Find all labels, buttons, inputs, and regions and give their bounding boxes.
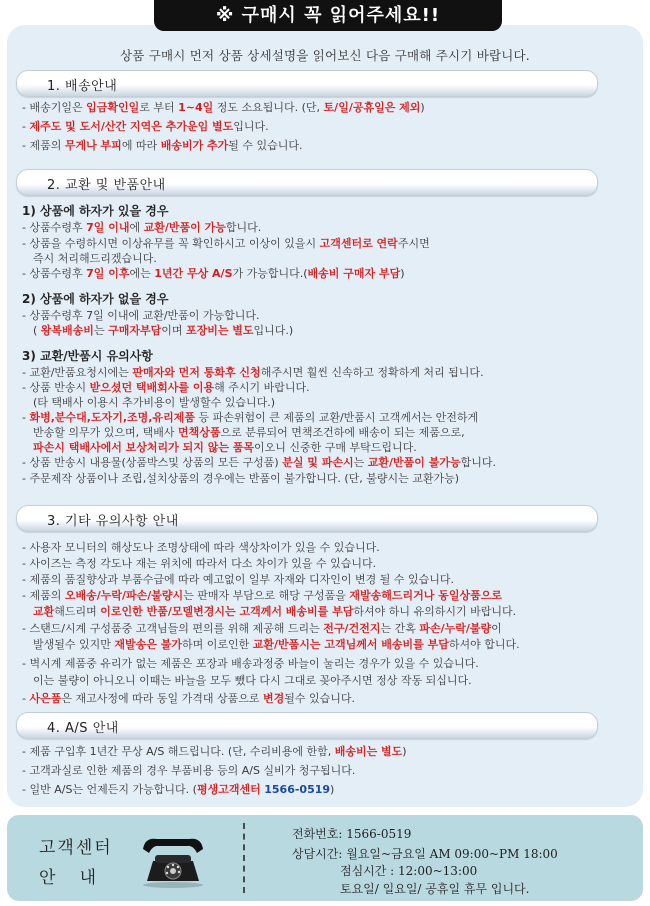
text-segment: ) — [400, 267, 405, 280]
text-segment: - 배송기일은 — [22, 101, 87, 114]
as-line-2: - 고객과실로 인한 제품의 경우 부품비용 등의 A/S 실비가 청구됩니다. — [22, 764, 356, 777]
return-line-2 — [22, 380, 642, 395]
text-segment: 반송할 의무가 있으며, 택배사 — [33, 426, 178, 439]
text-segment: 는 — [93, 324, 109, 337]
as-line-1 — [22, 744, 642, 759]
customer-center-label-line1: 고객센터 — [39, 838, 113, 858]
text-segment: ) — [420, 101, 425, 114]
text-segment: ( — [33, 324, 41, 337]
text-segment: 에는 — [129, 267, 155, 280]
intro-text: 상품 구매시 먼저 상품 상세설명을 읽어보신 다음 구매해 주시기 바랍니다. — [120, 48, 530, 63]
text-segment: 는 간혹 — [380, 622, 420, 635]
text-segment: 될 수 있습니다. — [228, 139, 303, 152]
text-segment: 입니다.) — [253, 324, 294, 337]
highlight-text: 파손/누락/불량 — [419, 622, 492, 635]
consult-hours: 상담시간: 월요일~금요일 AM 09:00~PM 18:00 — [292, 847, 558, 861]
highlight-text: 무게나 부피 — [64, 139, 122, 152]
highlight-text: 입금확인일 — [86, 101, 140, 114]
etc-line-4 — [22, 588, 642, 603]
text-segment: 에 — [129, 221, 144, 234]
subheading-not-defective: 2) 상품에 하자가 없을 경우 — [22, 292, 169, 306]
highlight-text: 교환 — [33, 605, 55, 618]
text-segment: - — [22, 411, 30, 424]
highlight-text: 배송비는 별도 — [334, 745, 403, 758]
return-line-4 — [22, 410, 642, 425]
section-2-title: 2. 교환 및 반품안내 — [47, 178, 166, 193]
highlight-text: 오배송/누락/파손/불량시 — [64, 589, 184, 602]
lunch-hours: 점심시간 : 12:00~13:00 — [340, 864, 478, 878]
text-segment: - 제품의 — [22, 589, 65, 602]
rotary-phone-icon — [137, 831, 209, 889]
return-line-5 — [33, 425, 650, 440]
highlight-text: 사은품 — [29, 692, 62, 705]
etc-line-8: - 벽시계 제품중 유리가 없는 제품은 포장과 배송과정중 바늘이 눌리는 경우가 있을 수 있습니다. — [22, 657, 479, 670]
etc-line-7 — [33, 637, 650, 652]
section-1-header — [16, 70, 598, 97]
defective-line-1 — [22, 220, 642, 235]
subheading-defective: 1) 상품에 하자가 있을 경우 — [22, 204, 169, 218]
etc-line-5 — [33, 604, 650, 619]
etc-line-2: - 사이즈는 측정 각도나 재는 위치에 따라서 다소 차이가 있을 수 있습니다. — [22, 557, 377, 570]
text-segment: 등 파손위험이 큰 제품의 교환/반품시 고객께서는 안전하게 — [194, 411, 479, 424]
customer-center-footer — [7, 815, 643, 901]
text-segment: 이오니 신중한 구매 부탁드립니다. — [254, 441, 417, 454]
section-1-title: 1. 배송안내 — [47, 79, 118, 94]
closed-days: 토요일/ 일요일/ 공휴일 휴무 입니다. — [340, 882, 530, 896]
customer-center-label-line2: 안 내 — [39, 868, 99, 888]
highlight-text: 평생고객센터 — [196, 783, 261, 796]
text-segment: 해드리며 — [54, 605, 101, 618]
text-segment: 주시면 — [397, 237, 430, 250]
phone-number: 전화번호: 1566-0519 — [292, 827, 412, 841]
text-segment: 하셔야 합니다. — [448, 638, 520, 651]
text-segment: - — [22, 692, 30, 705]
text-segment: - 교환/반품요청시에는 — [22, 366, 133, 379]
highlight-text: 교환/반품시는 고객님께서 배송비를 부담 — [252, 638, 449, 651]
text-segment: - 일반 A/S는 언제든지 가능합니다. ( — [22, 783, 197, 796]
nondefective-line-2 — [33, 323, 650, 338]
footer-divider — [243, 823, 245, 893]
text-segment: 합니다. — [460, 456, 496, 469]
highlight-text: 1~4일 — [178, 101, 214, 114]
text-segment: 이 — [491, 622, 502, 635]
text-segment: 이며 — [161, 324, 186, 337]
text-segment: 는 판매자 부담으로 해당 구성품을 — [183, 589, 350, 602]
highlight-text: 분실 및 파손시 — [282, 456, 354, 469]
text-segment: 는 — [353, 456, 368, 469]
text-segment: - 제품 구입후 1년간 무상 A/S 해드립니다. (단, 수리비용에 한함, — [22, 745, 335, 758]
highlight-text: 1년간 무상 A/S — [154, 267, 233, 280]
highlight-text: 면책상품 — [178, 426, 221, 439]
highlight-text: 포장비는 별도 — [185, 324, 254, 337]
section-2-header — [16, 169, 598, 196]
highlight-text: 재발송은 불가 — [114, 638, 182, 651]
return-line-8: - 주문제작 상품이나 조립,설치상품의 경우에는 반품이 불가합니다. (단, 불량시는 교환가능) — [22, 472, 460, 485]
delivery-line-1 — [22, 100, 642, 115]
text-segment: ) — [402, 745, 407, 758]
text-segment: - 스탠드/시계 구성품중 고객님들의 편의를 위해 제공해 드리는 — [22, 622, 324, 635]
text-segment: ) — [330, 783, 335, 796]
notice-banner: ※ 구매시 꼭 읽어주세요!! — [154, 0, 502, 31]
return-line-7 — [22, 455, 642, 470]
text-segment: - 상품을 수령하시면 이상유무를 꼭 확인하시고 이상이 있을시 — [22, 237, 320, 250]
etc-line-9: 이는 불량이 아니오니 이때는 바늘을 모두 뺐다 다시 그대로 꽂아주시면 정상 작동 되십니다. — [33, 674, 472, 687]
highlight-text: 7일 이후 — [86, 267, 130, 280]
defective-line-4 — [22, 266, 642, 281]
etc-line-10 — [22, 691, 642, 706]
etc-line-3: - 제품의 품질향상과 부품수급에 따라 예고없이 일부 자재와 디자인이 변경 될 수 있습니다. — [22, 573, 454, 586]
section-4-header — [16, 712, 598, 739]
text-segment: 입니다. — [233, 120, 269, 133]
text-segment: - 상품수령후 — [22, 221, 87, 234]
highlight-text: 토/일/공휴일은 제외 — [323, 101, 421, 114]
highlight-text: 제주도 및 도서/산간 지역은 추가운임 별도 — [29, 120, 234, 133]
text-segment: 해 주시기 바랍니다. — [214, 381, 310, 394]
highlight-text: 교환/반품이 가능 — [143, 221, 226, 234]
etc-line-6 — [22, 621, 642, 636]
text-segment: 하며 이로인한 — [181, 638, 253, 651]
customer-center-label — [39, 833, 113, 893]
text-segment: 으로 분류되어 면책조건하에 배송이 되는 제품으로, — [220, 426, 465, 439]
text-segment: - 제품의 — [22, 139, 65, 152]
highlight-text: 고객센터로 연락 — [319, 237, 398, 250]
return-line-1 — [22, 365, 642, 380]
highlight-text: 판매자와 먼저 통화후 신청 — [132, 366, 261, 379]
return-line-6 — [33, 440, 650, 455]
highlight-text: 받으셨던 택배회사를 이용 — [89, 381, 215, 394]
defective-line-3: 즉시 처리해드리겠습니다. — [33, 252, 157, 265]
as-line-3 — [22, 782, 642, 797]
highlight-text: 배송비가 추가 — [160, 139, 229, 152]
text-segment: 은 재고사정에 따라 동일 가격대 상품으로 — [61, 692, 263, 705]
highlight-text: 배송비 구매자 부담 — [307, 267, 401, 280]
text-segment: 될수 있습니다. — [284, 692, 355, 705]
highlight-text: 화병,분수대,도자기,조명,유리제품 — [29, 411, 195, 424]
section-4-title: 4. A/S 안내 — [47, 721, 119, 736]
highlight-text: 변경 — [262, 692, 285, 705]
subheading-return-notes: 3) 교환/반품시 유의사항 — [22, 349, 153, 363]
section-3-title: 3. 기타 유의사항 안내 — [47, 514, 179, 529]
highlight-text: 재발송해드리거나 동일상품으로 — [349, 589, 502, 602]
delivery-line-2 — [22, 119, 642, 134]
text-segment: 로 부터 — [139, 101, 179, 114]
text-segment: 합니다. — [225, 221, 262, 234]
text-segment: - 상품 반송시 — [22, 381, 90, 394]
etc-line-1: - 사용자 모니터의 해상도나 조명상태에 따라 색상차이가 있을 수 있습니다. — [22, 541, 380, 554]
highlight-text: 이로인한 반품/모델변경시는 고객께서 배송비를 부담 — [100, 605, 354, 618]
delivery-line-3 — [22, 138, 642, 153]
text-segment: 정도 소요됩니다. (단, — [213, 101, 324, 114]
highlight-text: 파손시 택배사에서 보상처리가 되지 않는 품목 — [33, 441, 255, 454]
text-segment: 에 따라 — [121, 139, 161, 152]
text-segment: - — [22, 120, 30, 133]
highlight-text: 전구/건전지 — [323, 622, 381, 635]
text-segment: - 상품수령후 — [22, 267, 87, 280]
text-segment: - 상품 반송시 내용물(상품박스및 상품의 모든 구성품) — [22, 456, 283, 469]
highlight-text: 구매자부담 — [108, 324, 162, 337]
section-3-header — [16, 505, 598, 532]
text-segment: 가 가능합니다.( — [232, 267, 308, 280]
defective-line-2 — [22, 236, 642, 251]
highlight-text: 왕복배송비 — [40, 324, 94, 337]
return-line-3: (타 택배사 이용시 추가비용이 발생할수 있습니다.) — [33, 396, 276, 409]
highlight-text: 7일 이내 — [86, 221, 130, 234]
text-segment: 해주시면 훨씬 신속하고 정확하게 처리 됩니다. — [260, 366, 484, 379]
highlight-text: 교환/반품이 불가능 — [367, 456, 461, 469]
nondefective-line-1: - 상품수령후 7일 이내에 교환/반품이 가능합니다. — [22, 309, 260, 322]
text-segment: 하셔야 하니 유의하시기 바랍니다. — [353, 605, 517, 618]
highlight-text: 1566-0519 — [264, 783, 331, 796]
text-segment: 발생될수 있지만 — [33, 638, 115, 651]
